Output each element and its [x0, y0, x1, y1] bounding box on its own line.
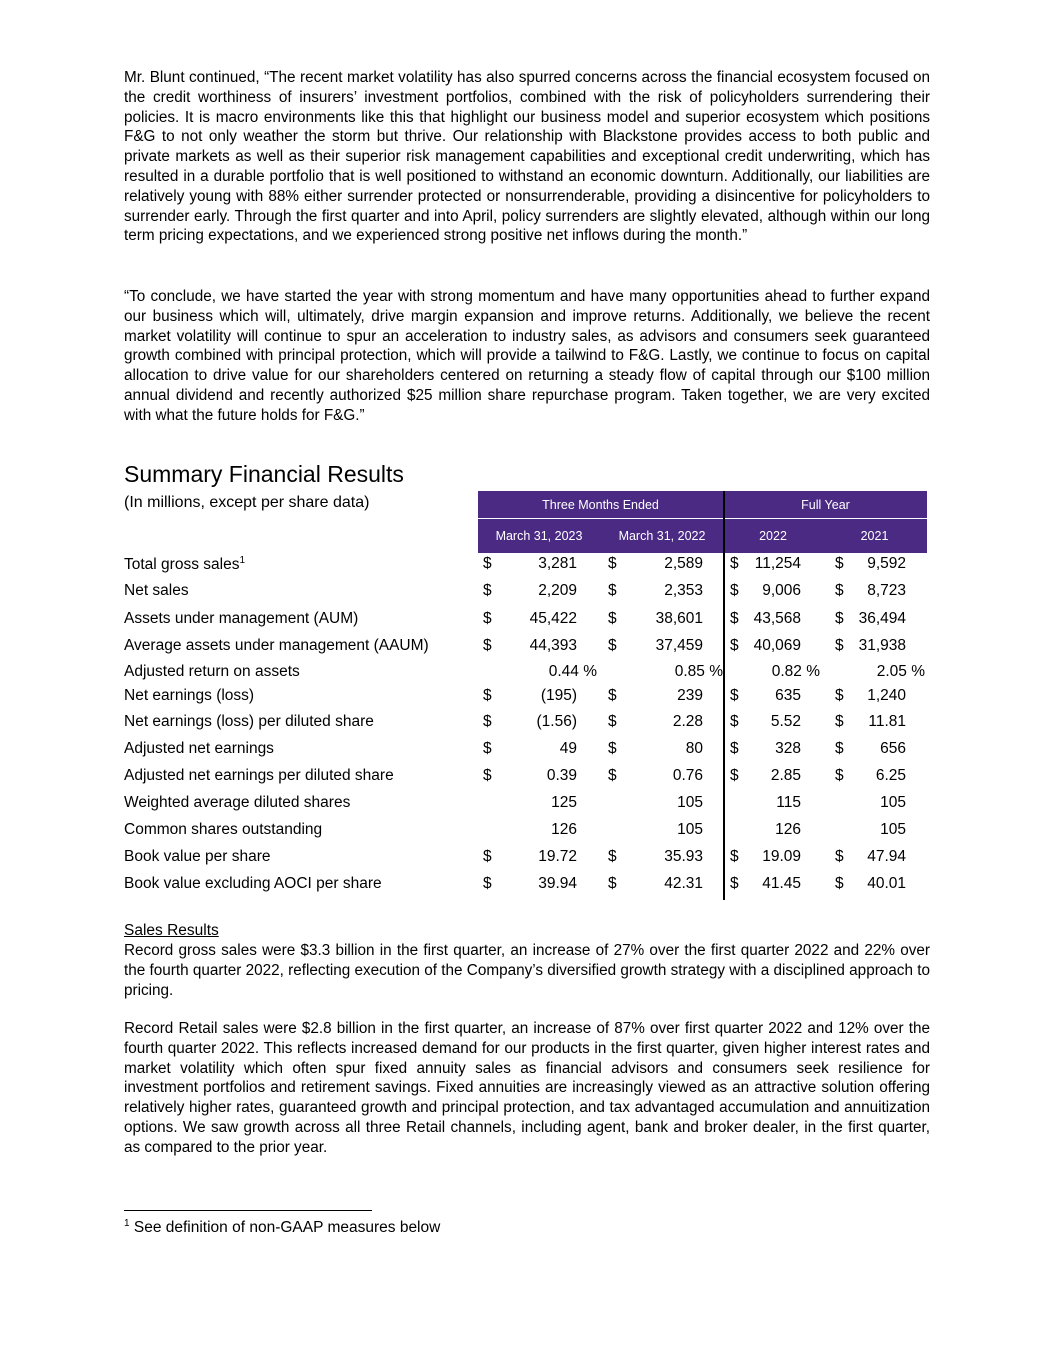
column-header-row — [478, 519, 927, 553]
cell-value: 126 — [551, 821, 577, 838]
cell-value: 37,459 — [655, 637, 703, 654]
cell-value: 239 — [677, 687, 703, 704]
header-three-months: Three Months Ended — [478, 491, 723, 518]
cell-value: 2,589 — [664, 555, 703, 572]
dollar-sign: $ — [608, 555, 617, 572]
cell-value: 2.05 % — [876, 663, 925, 680]
cell-value: 40.01 — [867, 875, 906, 892]
footnote-mark: 1 — [124, 1218, 130, 1229]
cell-value: 45,422 — [529, 610, 577, 627]
column-header-fy-2022: 2022 — [759, 529, 787, 543]
dollar-sign: $ — [608, 637, 617, 654]
row-label — [124, 767, 394, 785]
dollar-sign: $ — [483, 713, 492, 730]
cell-value: 115 — [776, 794, 801, 811]
cell-value: 47.94 — [867, 848, 906, 865]
footnote — [124, 1218, 440, 1237]
dollar-sign: $ — [835, 848, 844, 865]
dollar-sign: $ — [835, 610, 844, 627]
row-label-text: Net earnings (loss) — [124, 687, 255, 704]
cell-value: 0.44 % — [548, 663, 597, 680]
cell-value: 49 — [559, 740, 577, 757]
row-label — [124, 582, 189, 600]
cell-value: 40,069 — [753, 637, 801, 654]
dollar-sign: $ — [730, 767, 739, 784]
column-header-mar-2022: March 31, 2022 — [618, 529, 706, 543]
dollar-sign: $ — [483, 875, 492, 892]
row-label — [124, 637, 429, 655]
dollar-sign: $ — [730, 637, 739, 654]
dollar-sign: $ — [730, 875, 739, 892]
footnote-rule — [124, 1210, 372, 1211]
cell-value: 31,938 — [858, 637, 906, 654]
cell-value: 656 — [880, 740, 906, 757]
cell-value: 80 — [685, 740, 703, 757]
cell-value: 0.85 % — [674, 663, 723, 680]
table-row — [0, 610, 1055, 634]
cell-value: 9,006 — [762, 582, 801, 599]
cell-value: 635 — [775, 687, 801, 704]
dollar-sign: $ — [835, 582, 844, 599]
cell-value: 11.81 — [868, 713, 906, 730]
dollar-sign: $ — [730, 582, 739, 599]
table-row — [0, 767, 1055, 791]
dollar-sign: $ — [835, 687, 844, 704]
dollar-sign: $ — [483, 555, 492, 572]
row-label — [124, 713, 374, 731]
dollar-sign: $ — [608, 848, 617, 865]
row-label-text: Net earnings (loss) per diluted share — [124, 713, 374, 730]
cell-value: 2.28 — [672, 713, 703, 730]
cell-value: 0.82 % — [771, 663, 820, 680]
cell-value: 42.31 — [664, 875, 703, 892]
row-label-text: Assets under management (AUM) — [124, 610, 359, 627]
sales-paragraph-1: Record gross sales were $3.3 billion in the first quarter, an increase of 27% over the first quarter 2022 and 22% over the fourth quarter 2022, reflecting execution of the Company’s diversified growth strategy with a disciplined approach to pricing. — [124, 942, 930, 999]
table-row — [0, 740, 1055, 764]
row-label-text: Adjusted net earnings — [124, 740, 274, 757]
cell-value: 41.45 — [762, 875, 801, 892]
cell-value: 43,568 — [753, 610, 801, 627]
table-row — [0, 713, 1055, 737]
summary-subtitle: (In millions, except per share data) — [124, 494, 370, 511]
table-row — [0, 687, 1055, 711]
cell-value: 44,393 — [529, 637, 577, 654]
cell-value: 5.52 — [770, 713, 801, 730]
cell-value: 2,353 — [664, 582, 703, 599]
cell-value: 126 — [775, 821, 801, 838]
summary-title: Summary Financial Results — [124, 461, 404, 487]
cell-value: 9,592 — [867, 555, 906, 572]
quote-paragraph-2: “To conclude, we have started the year with strong momentum and have many opportunities ahead to further expand our business which will, ultimately, drive margin expansion and improve returns. Additionally, we believe the recent market volatility will continue to spur an acceleration to industry sales, as advisors and consumers seek guaranteed growth combined with principal protection, which will provide a tailwind to F&G. Lastly, we continue to focus on capital allocation to drive value for our shareholders centered on returning a steady flow of capital through our $100 million annual dividend and recently authorized $25 million share repurchase program. Taken together, we are very excited with what the future holds for F&G.” — [124, 288, 930, 424]
dollar-sign: $ — [608, 687, 617, 704]
dollar-sign: $ — [483, 582, 492, 599]
header-full-year: Full Year — [724, 491, 927, 518]
cell-value: 11,254 — [754, 555, 801, 572]
row-label-text: Total gross sales — [124, 556, 240, 574]
row-label-text: Book value excluding AOCI per share — [124, 875, 382, 892]
cell-value: (1.56) — [536, 713, 577, 730]
row-label — [124, 663, 300, 681]
dollar-sign: $ — [835, 767, 844, 784]
cell-value: (195) — [540, 687, 577, 704]
dollar-sign: $ — [483, 610, 492, 627]
cell-value: 38,601 — [655, 610, 703, 627]
cell-value: 105 — [677, 821, 703, 838]
cell-value: 105 — [880, 821, 906, 838]
quote-paragraph-1: Mr. Blunt continued, “The recent market volatility has also spurred concerns across the financial ecosystem focused on the credit worthiness of insurers’ investment portfolios, combined with the risk of policyholders surrendering their policies. It is macro environments like this that highlight our business model and superior ecosystem which positions F&G to not only weather the storm but thrive. Our relationship with Blackstone provides access to both public and private markets as well as their superior risk management capabilities and exceptional credit underwriting, which has resulted in a durable portfolio that is well positioned to withstand an economic downturn. Additionally, our liabilities are relatively young with 88% either surrender protected or nonsurrenderable, providing a disincentive for policyholders to surrender early. Through the first quarter and into April, policy surrenders are slightly elevated, although within our long term pricing expectations, and we experienced strong positive net inflows during the month.” — [124, 69, 930, 245]
dollar-sign: $ — [608, 875, 617, 892]
cell-value: 328 — [775, 740, 801, 757]
dollar-sign: $ — [730, 713, 739, 730]
dollar-sign: $ — [608, 610, 617, 627]
cell-value: 19.72 — [538, 848, 577, 865]
dollar-sign: $ — [483, 740, 492, 757]
column-header-fy-2021: 2021 — [860, 529, 889, 543]
dollar-sign: $ — [608, 713, 617, 730]
row-label-text: Average assets under management (AAUM) — [124, 637, 429, 654]
dollar-sign: $ — [835, 713, 844, 730]
cell-value: 19.09 — [762, 848, 801, 865]
table-row — [0, 848, 1055, 872]
row-label — [124, 794, 350, 812]
cell-value: 8,723 — [867, 582, 906, 599]
row-label-text: Adjusted net earnings per diluted share — [124, 767, 394, 784]
dollar-sign: $ — [608, 582, 617, 599]
row-label — [124, 821, 322, 839]
dollar-sign: $ — [608, 740, 617, 757]
row-label-text: Book value per share — [124, 848, 271, 865]
cell-value: 3,281 — [538, 555, 577, 572]
sales-results-heading: Sales Results — [124, 922, 219, 939]
dollar-sign: $ — [730, 610, 739, 627]
dollar-sign: $ — [730, 687, 739, 704]
dollar-sign: $ — [483, 687, 492, 704]
dollar-sign: $ — [730, 848, 739, 865]
cell-value: 39.94 — [538, 875, 577, 892]
table-row — [0, 663, 1055, 687]
cell-value: 105 — [880, 794, 906, 811]
dollar-sign: $ — [608, 767, 617, 784]
footnote-text: See definition of non-GAAP measures below — [129, 1219, 441, 1237]
table-row — [0, 794, 1055, 818]
table-row — [0, 637, 1055, 661]
dollar-sign: $ — [483, 637, 492, 654]
dollar-sign: $ — [730, 740, 739, 757]
row-label-text: Adjusted return on assets — [124, 663, 300, 680]
dollar-sign: $ — [835, 555, 844, 572]
dollar-sign: $ — [835, 637, 844, 654]
row-label-text: Common shares outstanding — [124, 821, 323, 838]
cell-value: 125 — [551, 794, 577, 811]
dollar-sign: $ — [483, 848, 492, 865]
table-row — [0, 582, 1055, 606]
dollar-sign: $ — [835, 875, 844, 892]
row-label — [124, 875, 382, 893]
cell-value: 36,494 — [858, 610, 906, 627]
dollar-sign: $ — [835, 740, 844, 757]
dollar-sign: $ — [483, 767, 492, 784]
row-label-text: Weighted average diluted shares — [124, 794, 351, 811]
table-row — [0, 821, 1055, 845]
cell-value: 2.85 — [770, 767, 801, 784]
cell-value: 0.76 — [672, 767, 703, 784]
table-row — [0, 555, 1055, 579]
sales-paragraph-2: Record Retail sales were $2.8 billion in the first quarter, an increase of 87% over first quarter 2022 and 12% over the fourth quarter 2022. This reflects increased demand for our products in the first quarter, given higher interest rates and market volatility which often spur fixed annuity sales as financial advisors and consumers seek resilience for investment portfolios and retirement savings. Fixed annuities are increasingly viewed as an attractive solution offering relatively higher rates, guaranteed growth and principal protection, and tax advantaged accumulation and annuitization options. We saw growth across all three Retail channels, including agent, bank and broker dealer, in the first quarter, as compared to the prior year. — [124, 1020, 930, 1156]
column-header-mar-2023: March 31, 2023 — [495, 529, 583, 543]
row-label — [124, 848, 270, 866]
cell-value: 105 — [677, 794, 703, 811]
cell-value: 35.93 — [664, 848, 703, 865]
row-label — [124, 610, 358, 628]
row-label-footnote-mark: 1 — [239, 555, 246, 566]
dollar-sign: $ — [730, 555, 739, 572]
row-label — [124, 687, 254, 705]
row-label — [124, 740, 274, 758]
row-label-text: Net sales — [124, 582, 189, 599]
cell-value: 1,240 — [867, 687, 906, 704]
cell-value: 0.39 — [546, 767, 577, 784]
table-row — [0, 875, 1055, 899]
row-label — [124, 555, 245, 574]
cell-value: 6.25 — [875, 767, 906, 784]
cell-value: 2,209 — [538, 582, 577, 599]
